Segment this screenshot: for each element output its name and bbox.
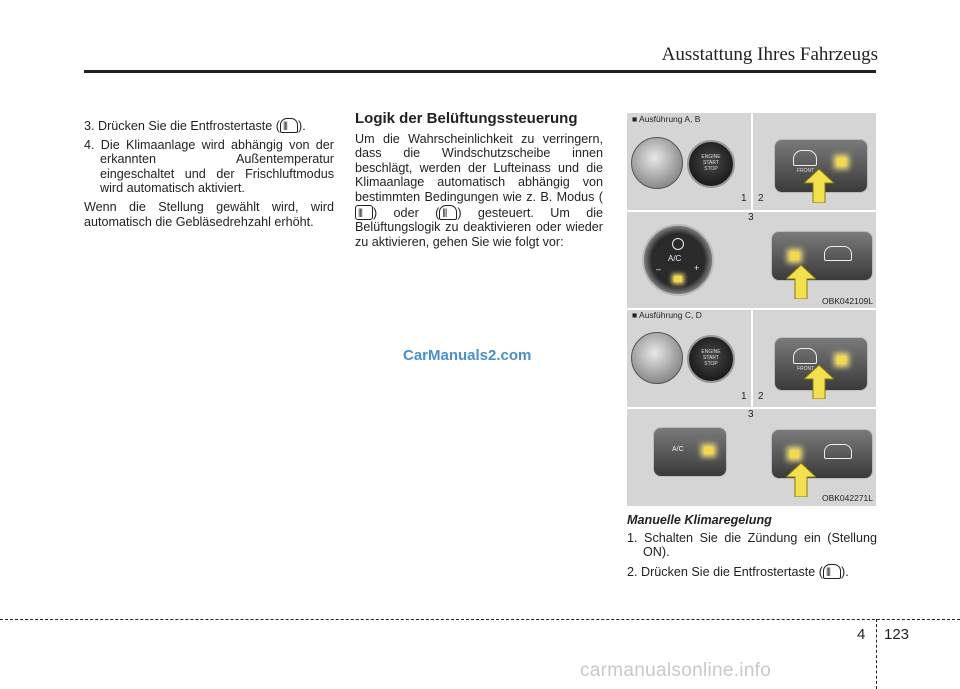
mode-icon	[355, 205, 373, 220]
front-label: FRONT	[797, 168, 815, 174]
ac-label: A/C	[672, 446, 684, 453]
label-2: 2	[758, 193, 764, 204]
defrost-icon	[439, 205, 457, 220]
front-defrost-icon	[793, 348, 817, 364]
pointer-arrow	[804, 169, 834, 203]
caption-version-ab: ■ Ausführung A, B	[632, 114, 701, 124]
page-number: 123	[884, 626, 910, 643]
label-1: 1	[741, 391, 747, 402]
watermark-logo: CarManuals2.com	[403, 347, 532, 364]
climate-control-figure	[627, 113, 876, 506]
indicator-light	[837, 356, 846, 364]
label-1: 1	[741, 193, 747, 204]
chapter-number: 4	[857, 626, 866, 643]
manual-step-1: 1. Schalten Sie die Zündung ein (Stellung ON).	[627, 530, 877, 560]
footer-divider	[876, 619, 877, 689]
figure-code-top: OBK042109L	[821, 296, 873, 306]
step-3: 3. Drücken Sie die Entfrostertaste (||| ).	[84, 118, 334, 134]
middle-column	[355, 112, 603, 253]
ac-dial	[642, 224, 714, 296]
ac-plus: +	[694, 263, 700, 273]
label-3: 3	[748, 409, 754, 420]
fan-icon	[672, 238, 684, 250]
indicator-light	[790, 450, 799, 458]
right-column	[627, 513, 877, 583]
header-rule	[84, 70, 876, 73]
manual-step-2: 2. Drücken Sie die Entfrostertaste (||| ).	[627, 564, 877, 580]
start-stop-button: ENGINE START STOP	[687, 140, 735, 188]
site-watermark: carmanualsonline.info	[580, 660, 772, 681]
pointer-arrow	[804, 365, 834, 399]
indicator-light	[704, 447, 713, 454]
defrost-icon	[823, 564, 841, 579]
left-column	[84, 118, 334, 233]
defrost-icon	[280, 118, 298, 133]
middle-paragraph: Um die Wahrscheinlichkeit zu verringern, dass die Windschutzscheibe innen beschlägt, werden der Lufteinass und die Klimaanlage automatisch abhängig von bestimmten Bedingungen wie z. B. Modus (|||) oder (||| ) gesteuert. Um die Belüftungslogik zu deaktivieren oder wieder zu aktivieren, gehen Sie wie folgt vor:	[355, 132, 603, 250]
section-heading: Logik der Belüftungssteuerung	[355, 110, 578, 127]
pointer-arrow	[786, 463, 816, 497]
left-paragraph: Wenn die Stellung gewählt wird, wird automatisch die Gebläsedrehzahl erhöht.	[84, 199, 334, 229]
front-defrost-icon	[793, 150, 817, 166]
footer-rule	[0, 619, 960, 620]
start-stop-button: ENGINE START STOP	[687, 335, 735, 383]
indicator-light	[837, 158, 846, 166]
recirculation-icon	[824, 444, 852, 459]
figure-code-bottom: OBK042271L	[821, 493, 873, 503]
ignition-key-knob	[631, 332, 683, 384]
running-header: Ausstattung Ihres Fahrzeugs	[661, 44, 878, 65]
ignition-key-knob	[631, 137, 683, 189]
ac-minus: –	[656, 264, 662, 274]
indicator-light	[674, 276, 682, 282]
label-2: 2	[758, 391, 764, 402]
ac-label: A/C	[668, 254, 682, 263]
caption-version-cd: ■ Ausführung C, D	[632, 310, 702, 320]
pointer-arrow	[786, 265, 816, 299]
label-3: 3	[748, 212, 754, 223]
recirculation-icon	[824, 246, 852, 261]
indicator-light	[790, 252, 799, 260]
step-4: 4. Die Klimaanlage wird abhängig von der erkannten Außentemperatur eingeschaltet und der Frischluftmodus wird automatisch aktiviert.	[84, 137, 334, 196]
ac-button-panel	[653, 427, 727, 477]
manual-heading: Manuelle Klimaregelung	[627, 513, 772, 527]
front-label: FRONT	[797, 366, 815, 372]
